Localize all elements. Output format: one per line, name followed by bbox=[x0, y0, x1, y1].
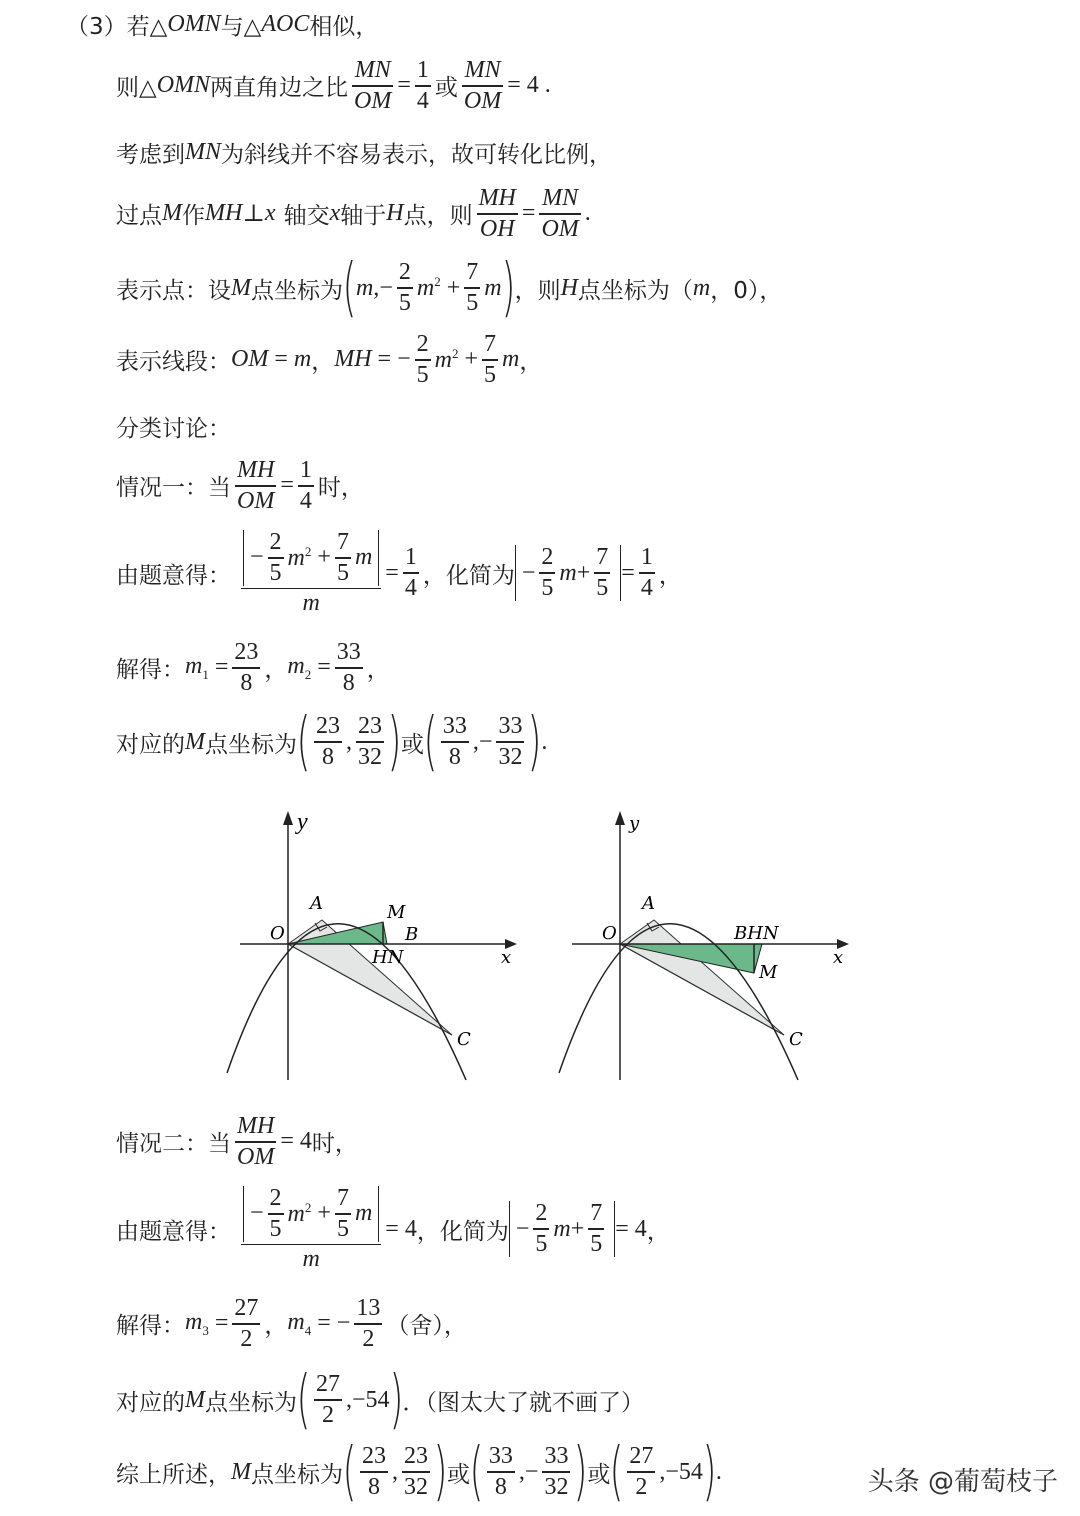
text: 由题意得： bbox=[116, 562, 231, 589]
label-a: A bbox=[642, 893, 655, 914]
text: 点坐标为 bbox=[251, 277, 343, 304]
line-case1-points: 对应的 M 点坐标为 ( $\frac{23}{8}$ , $\frac{23}{32}$ ) 或 ( $\frac{33}{8}$ ,− $\frac{33}{32}$ ) . bbox=[116, 705, 548, 779]
text: 解得： bbox=[116, 1313, 185, 1340]
math: MN bbox=[185, 139, 221, 165]
text: 时， bbox=[311, 1131, 358, 1158]
text: 则△ bbox=[116, 75, 157, 102]
math: OMN bbox=[156, 72, 211, 99]
line-conclusion: 综上所述， M 点坐标为 ( $\frac{23}{8}$ , $\frac{23}{32}$ ) 或 ( $\frac{33}{8}$ ,− $\frac{33}{32}$ ) 或 ( $\frac{27}{2}$ ,−54 ) . bbox=[116, 1435, 722, 1509]
fraction-mh-oh: $\frac{MH}{OH}$ bbox=[478, 185, 516, 242]
math: M bbox=[162, 200, 182, 227]
text: 点坐标为 bbox=[205, 1389, 297, 1416]
line-part3-title bbox=[66, 8, 378, 41]
line-case1-equation: 由题意得： − $\frac{2}{5}$ $m^2$ + $\frac{7}{5}$ m m = $\frac{1}{4}$ ，化简为 − $\frac{2}{5}$ m + $\frac{7}{5}$ = $\frac{1}{4}$ ， bbox=[116, 529, 682, 617]
label-y: y bbox=[629, 813, 640, 834]
text: ，化简为 bbox=[416, 1218, 509, 1245]
line-consider bbox=[116, 136, 612, 169]
text: 与△ bbox=[220, 14, 262, 40]
text: ，0）， bbox=[710, 277, 783, 304]
text: ，化简为 bbox=[422, 562, 515, 589]
text: 对应的 bbox=[116, 1389, 185, 1416]
text: 轴交 bbox=[283, 203, 330, 230]
text: 解得： bbox=[116, 657, 185, 684]
line-segments: 表示线段： OM = m ， MH = − $\frac{2}{5}$ $m^2$ + $\frac{7}{5}$ m ， bbox=[116, 331, 543, 388]
text: 分类讨论： bbox=[116, 416, 231, 442]
text: 点，则 bbox=[403, 203, 473, 230]
text: 或 bbox=[434, 75, 458, 102]
math: H bbox=[386, 200, 404, 227]
text: 点坐标为 bbox=[251, 1461, 343, 1488]
label-c: C bbox=[457, 1029, 471, 1050]
text: 点坐标为 bbox=[205, 731, 297, 758]
text: 两直角边之比 bbox=[210, 75, 349, 102]
text: 为斜线并不容易表示，故可转化比例， bbox=[221, 142, 612, 168]
line-cases bbox=[116, 410, 231, 443]
text: 对应的 bbox=[116, 731, 185, 758]
label-m: M bbox=[759, 962, 778, 983]
text: 或 bbox=[400, 731, 424, 758]
text: 过点 bbox=[116, 203, 162, 230]
line-perpendicular: 过点 M 作 MH ⊥ x 轴交 x 轴于 H 点，则 $\frac{MH}{OH}$ = $\frac{MN}{OM}$ . bbox=[116, 185, 591, 242]
text: 或 bbox=[446, 1461, 470, 1488]
text: 表示点：设 bbox=[116, 277, 231, 304]
text: 作 bbox=[182, 203, 205, 230]
text: 情况一：当 bbox=[116, 475, 231, 502]
math-omn: OMN bbox=[167, 11, 221, 37]
text: 或 bbox=[587, 1461, 611, 1488]
text: 综上所述， bbox=[116, 1461, 231, 1488]
text: （舍）， bbox=[386, 1313, 467, 1340]
text: 表示线段： bbox=[116, 349, 231, 376]
text: 点坐标为（ bbox=[577, 277, 693, 304]
figure-pair bbox=[215, 805, 865, 1085]
line-case1: 情况一：当 $\frac{MH}{OM}$ = $\frac{1}{4}$ 时， bbox=[116, 457, 364, 514]
line-case2: 情况二：当 $\frac{MH}{OM}$ = 4 时， bbox=[116, 1113, 358, 1170]
watermark: 头条 @葡萄枝子 bbox=[867, 1467, 1058, 1497]
label-hn: HN bbox=[372, 947, 404, 968]
text: ．（图太大了就不画了） bbox=[402, 1389, 644, 1416]
label-y: y bbox=[297, 809, 308, 835]
fraction-1-4: $\frac{1}{4}$ bbox=[416, 57, 429, 114]
math-aoc: AOC bbox=[261, 11, 310, 37]
text: 由题意得： bbox=[116, 1218, 231, 1245]
fraction-mn-om-2: $\frac{MN}{OM}$ bbox=[463, 57, 502, 114]
line-case2-point: 对应的 M 点坐标为 ( $\frac{27}{2}$ ,−54 ) ．（图太大了就不画了） bbox=[116, 1363, 644, 1437]
label-x: x bbox=[833, 947, 844, 968]
figure-case-m2 bbox=[559, 811, 849, 1080]
line-point-m: 表示点：设 M 点坐标为 ( m, − $\frac{2}{5}$ $m^2$ + $\frac{7}{5}$ m ) ，则 H 点坐标为（ m ，0）， bbox=[116, 251, 783, 325]
text: （3）若△ bbox=[66, 14, 168, 40]
text: ，则 bbox=[514, 277, 561, 304]
label-o: O bbox=[270, 923, 285, 944]
label-b: B bbox=[405, 924, 419, 945]
figure-case-m1 bbox=[227, 809, 517, 1080]
fraction-mn-om: $\frac{MN}{OM}$ bbox=[541, 185, 579, 242]
fraction-mn-om: $\frac{MN}{OM}$ bbox=[354, 57, 392, 114]
line-case2-solution: 解得： $m_3$ = $\frac{27}{2}$ ， $m_4$ = − $\frac{13}{2}$ （舍）， bbox=[116, 1295, 467, 1352]
label-x: x bbox=[501, 947, 512, 968]
text: 考虑到 bbox=[116, 142, 185, 168]
text: 轴于 bbox=[340, 203, 387, 230]
text: 时， bbox=[317, 475, 364, 502]
line-ratio: 则△ OMN 两直角边之比 $\frac{MN}{OM}$ = $\frac{1}{4}$ 或 $\frac{MN}{OM}$ = 4 . bbox=[116, 57, 551, 114]
line-case1-solution: 解得： $m_1$ = $\frac{23}{8}$ ， $m_2$ = $\frac{33}{8}$ ， bbox=[116, 639, 390, 696]
text: 情况二：当 bbox=[116, 1131, 231, 1158]
label-bhn: BHN bbox=[734, 923, 779, 944]
text: 相似， bbox=[309, 14, 379, 40]
label-a: A bbox=[310, 893, 323, 914]
math: MH bbox=[205, 200, 243, 227]
label-c: C bbox=[789, 1029, 803, 1050]
label-m: M bbox=[387, 902, 406, 923]
label-o: O bbox=[602, 923, 617, 944]
line-case2-equation: 由题意得： − $\frac{2}{5}$ $m^2$ + $\frac{7}{5}$ m m = 4 ，化简为 − $\frac{2}{5}$ m + $\frac{7}{5}$ = 4 ， bbox=[116, 1185, 670, 1273]
